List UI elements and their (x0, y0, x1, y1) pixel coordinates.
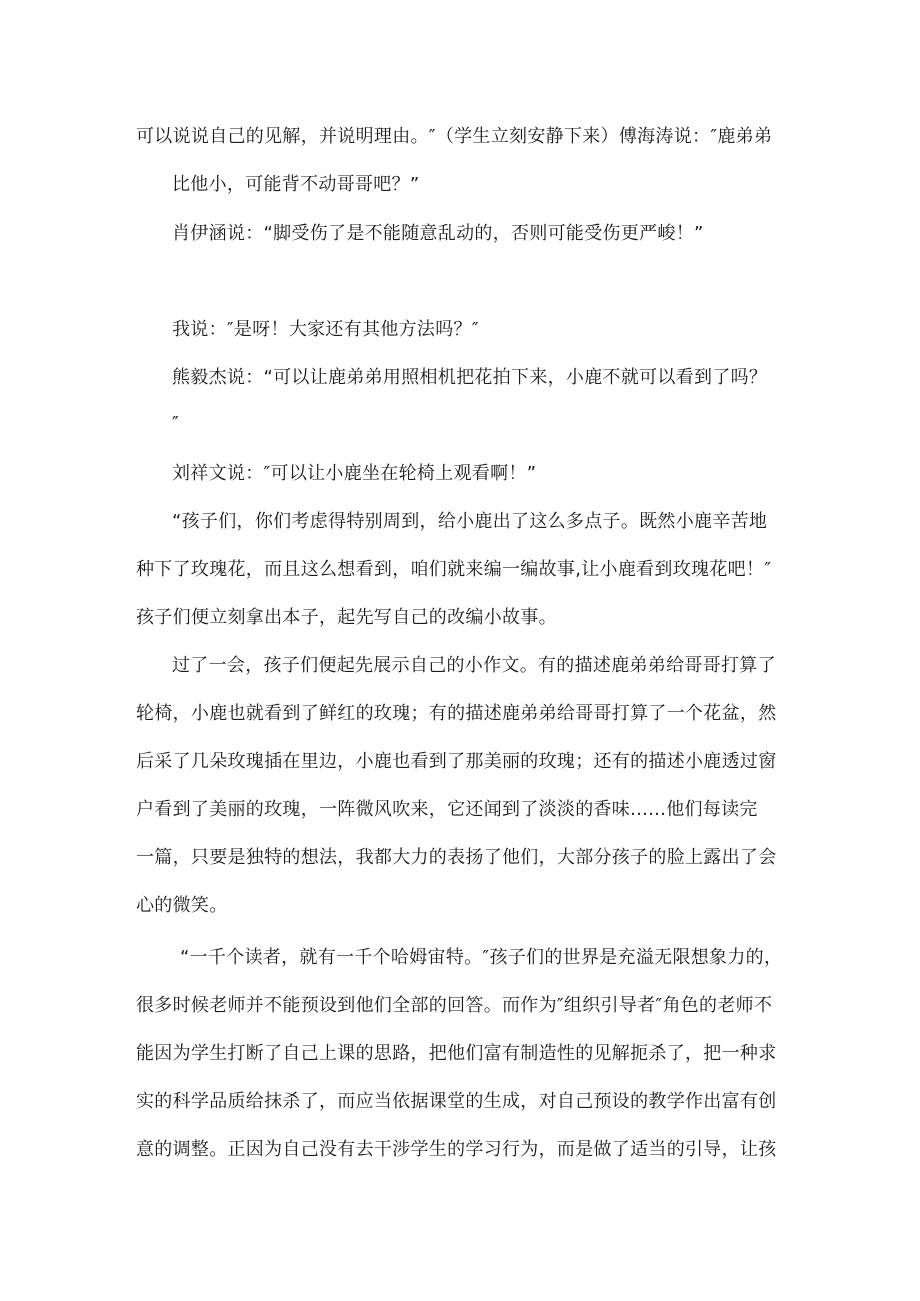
text-line: 户看到了美丽的玫瑰，一阵微风吹来，它还闻到了淡淡的香味......他们每读完 (136, 799, 758, 820)
text-line: “孩子们，你们考虑得特别周到，给小鹿出了这么多点子。既然小鹿辛苦地 (172, 511, 768, 532)
text-line: 我说：″是呀！大家还有其他方法吗？″ (172, 319, 479, 340)
text-line: 孩子们便立刻拿出本子，起先写自己的改编小故事。 (136, 607, 557, 628)
text-line: 种下了玫瑰花，而且这么想看到，咱们就来编一编故事,让小鹿看到玫瑰花吧！″ (136, 559, 772, 580)
text-line: 很多时候老师并不能预设到他们全部的回答。而作为″组织引导者″角色的老师不 (136, 995, 773, 1016)
text-line: 一篇，只要是独特的想法，我都大力的表扬了他们，大部分孩子的脸上露出了会 (136, 847, 777, 868)
text-line: 肖伊涵说：“脚受伤了是不能随意乱动的，否则可能受伤更严峻！” (172, 223, 704, 244)
text-line: 轮椅，小鹿也就看到了鲜红的玫瑰；有的描述鹿弟弟给哥哥打算了一个花盆，然 (136, 703, 777, 724)
text-line: 刘祥文说：″可以让小鹿坐在轮椅上观看啊！” (172, 463, 537, 484)
text-line: 能因为学生打断了自己上课的思路，把他们富有制造性的见解扼杀了，把一种求 (136, 1043, 777, 1064)
text-line: “一千个读者，就有一千个哈姆宙特。″孩子们的世界是充溢无限想象力的， (180, 947, 783, 968)
text-line: 熊毅杰说：“可以让鹿弟弟用照相机把花拍下来，小鹿不就可以看到了吗？ (172, 367, 768, 388)
text-line: ″ (172, 413, 180, 434)
text-line: 意的调整。正因为自己没有去干涉学生的学习行为，而是做了适当的引导，让孩 (136, 1139, 777, 1160)
text-line: 比他小，可能背不动哥哥吧？” (172, 174, 420, 195)
text-line: 实的科学品质给抹杀了，而应当依据课堂的生成，对自己预设的教学作出富有创 (136, 1091, 777, 1112)
text-line: 后采了几朵玫瑰插在里边，小鹿也看到了那美丽的玫瑰；还有的描述小鹿透过窗 (136, 751, 777, 772)
text-line: 可以说说自己的见解，并说明理由。″（学生立刻安静下来）傅海涛说：″鹿弟弟 (136, 126, 773, 147)
text-line: 过了一会，孩子们便起先展示自己的小作文。有的描述鹿弟弟给哥哥打算了 (172, 655, 776, 676)
text-line: 心的微笑。 (136, 895, 228, 916)
